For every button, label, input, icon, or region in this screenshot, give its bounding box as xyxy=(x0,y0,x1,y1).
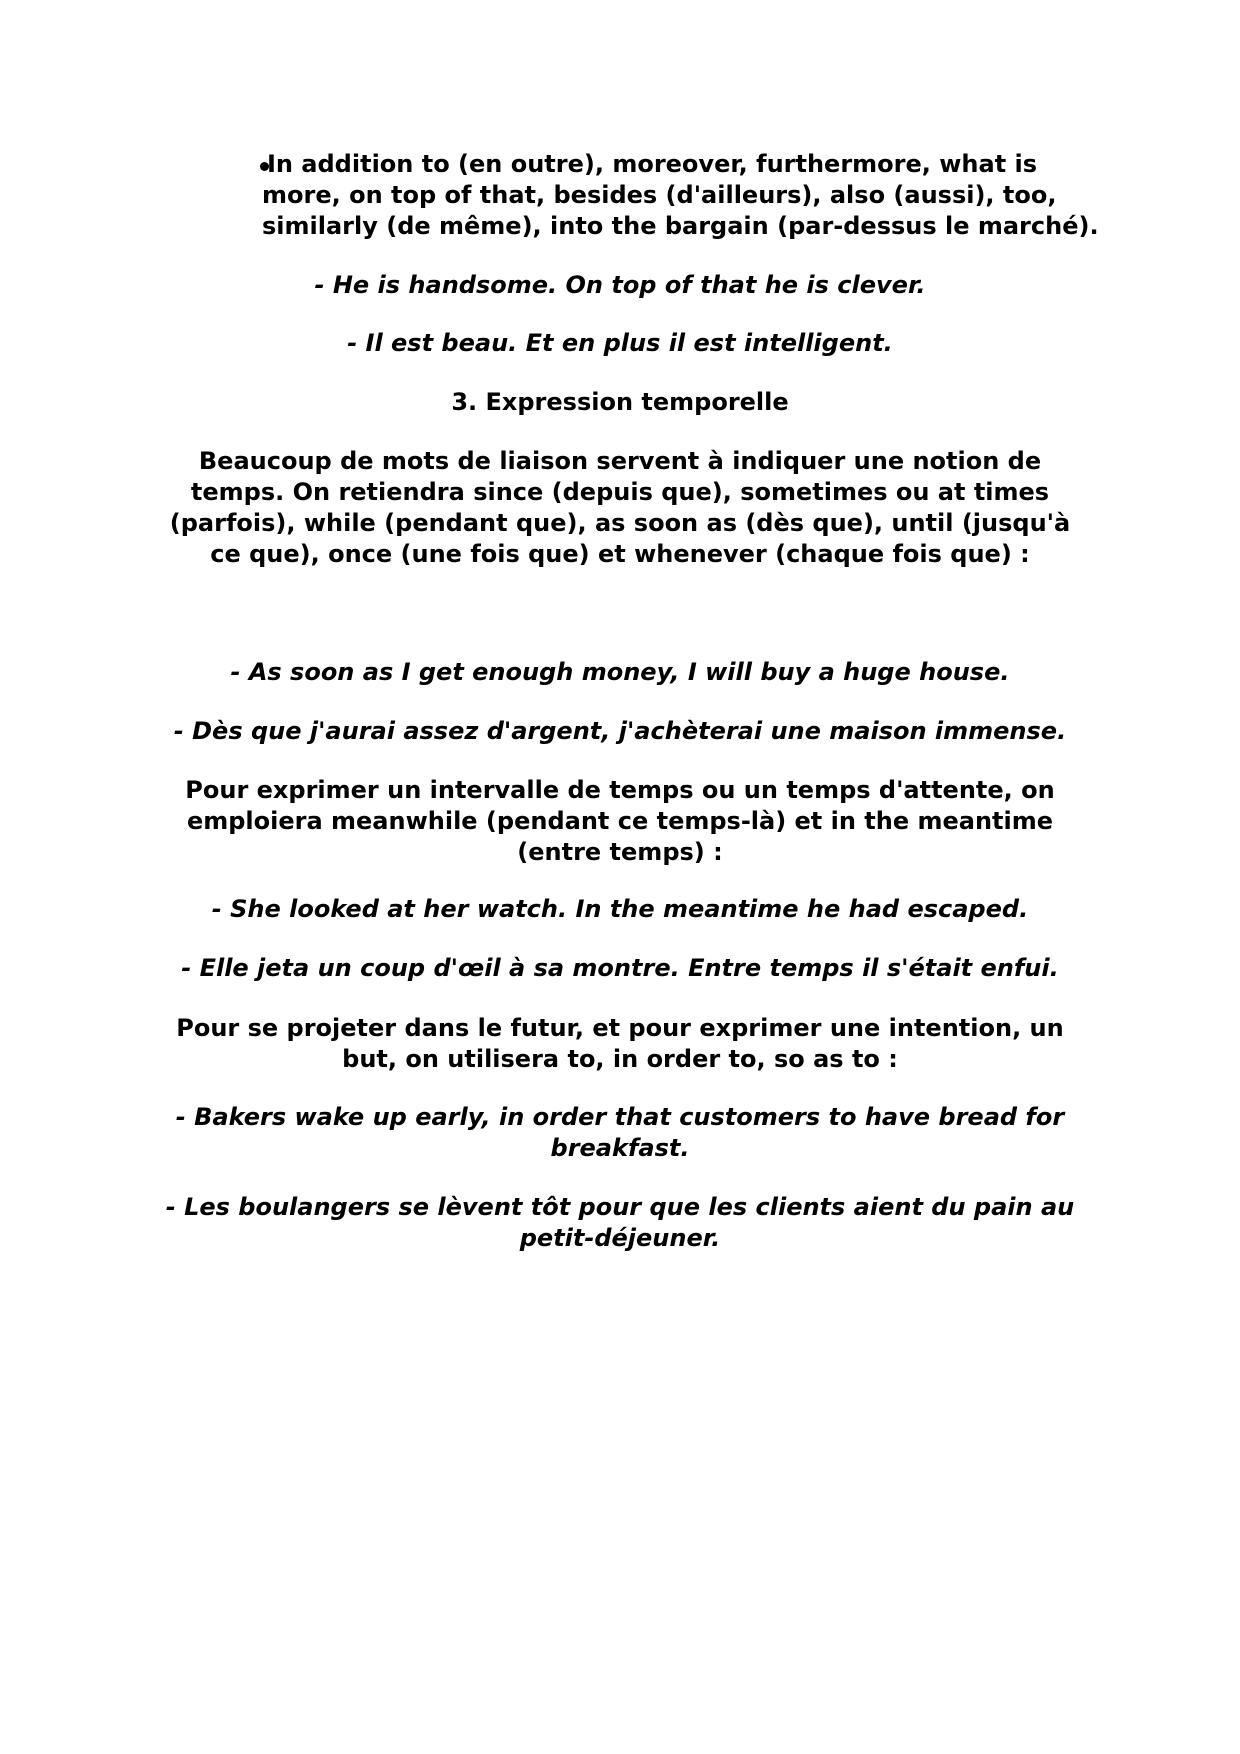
paragraph xyxy=(120,446,1120,570)
paragraph-line: Beaucoup de mots de liaison servent à indiquer une notion de xyxy=(198,447,1042,475)
example-line: breakfast. xyxy=(550,1134,690,1162)
paragraph-line: temps. On retiendra since (depuis que), sometimes ou at times xyxy=(190,478,1050,506)
paragraph xyxy=(120,1013,1120,1075)
example-line: petit-déjeuner. xyxy=(519,1224,721,1252)
example-en xyxy=(120,1102,1120,1164)
bullet-line: In addition to (en outre), moreover, furthermore, what is xyxy=(266,150,1038,178)
paragraph-line: (parfois), while (pendant que), as soon as (dès que), until (jusqu'à xyxy=(169,509,1071,537)
paragraph-line: Pour exprimer un intervalle de temps ou un temps d'attente, on xyxy=(185,776,1055,804)
bullet-item xyxy=(262,149,1099,242)
paragraph-line: Pour se projeter dans le futur, et pour exprimer une intention, un xyxy=(176,1014,1064,1042)
paragraph-line: emploiera meanwhile (pendant ce temps-là) et in the meantime xyxy=(186,807,1054,835)
example-en: - She looked at her watch. In the meantime he had escaped. xyxy=(211,895,1029,923)
example-fr: - Dès que j'aurai assez d'argent, j'achèterai une maison immense. xyxy=(173,717,1067,745)
example-line: - Les boulangers se lèvent tôt pour que les clients aient du pain au xyxy=(165,1193,1075,1221)
section-heading: 3. Expression temporelle xyxy=(451,388,789,416)
example-en: - As soon as I get enough money, I will buy a huge house. xyxy=(230,658,1010,686)
bullet-line: similarly (de même), into the bargain (par-dessus le marché). xyxy=(262,212,1099,240)
paragraph-line: (entre temps) : xyxy=(517,838,723,866)
paragraph-line: but, on utilisera to, in order to, so as to : xyxy=(342,1045,898,1073)
example-line: - Bakers wake up early, in order that customers to have bread for xyxy=(175,1103,1065,1131)
bullet-line: more, on top of that, besides (d'ailleurs), also (aussi), too, xyxy=(262,181,1057,209)
paragraph xyxy=(120,775,1120,868)
example-fr: - Elle jeta un coup d'œil à sa montre. Entre temps il s'était enfui. xyxy=(181,954,1059,982)
example-en: - He is handsome. On top of that he is clever. xyxy=(314,271,926,299)
paragraph-line: ce que), once (une fois que) et whenever (chaque fois que) : xyxy=(210,540,1030,568)
example-fr xyxy=(120,1192,1120,1254)
example-fr: - Il est beau. Et en plus il est intelligent. xyxy=(347,329,893,357)
